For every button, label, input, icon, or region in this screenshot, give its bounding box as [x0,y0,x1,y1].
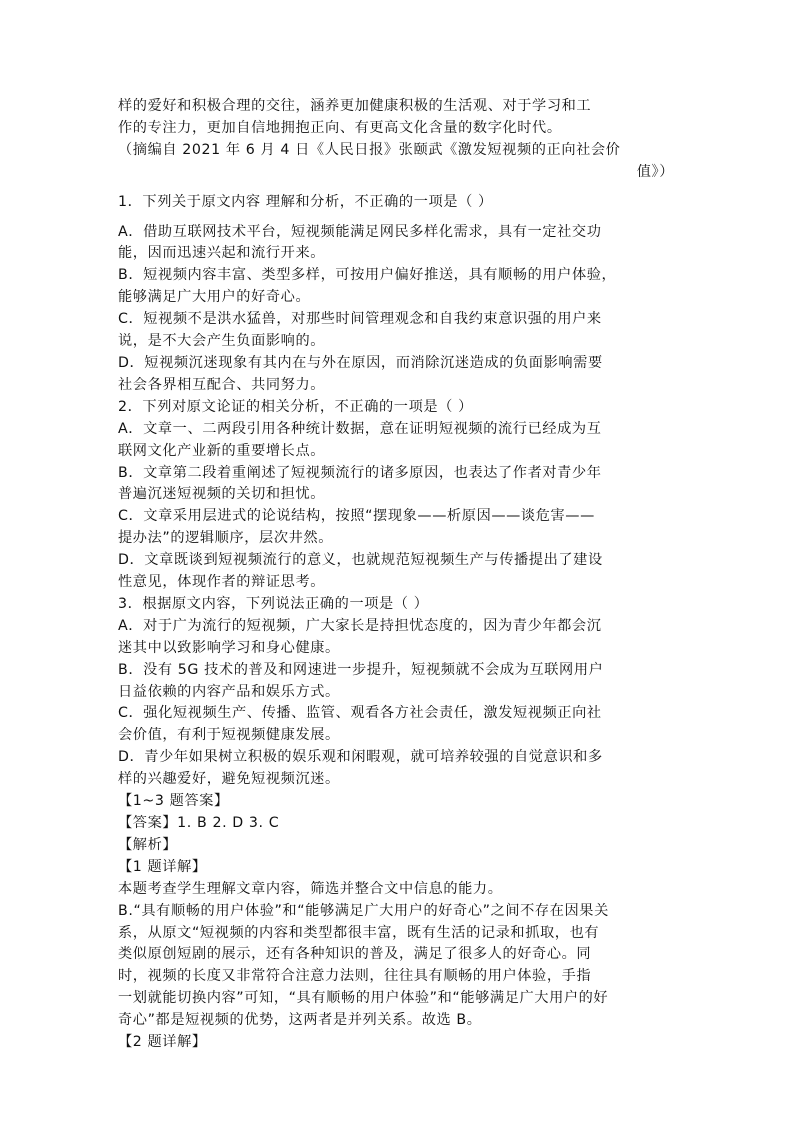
option-a-cont: 联网文化产业新的重要增长点。 [118,442,326,459]
option-b-cont: 日益依赖的内容产品和娱乐方式。 [118,683,340,700]
option-b-cont: 普遍沉迷短视频的关切和担忧。 [118,486,326,503]
question-stem: 3．根据原文内容，下列说法正确的一项是（ ） [118,595,429,612]
source-line: 值》） [636,163,674,180]
option-c: C．强化短视频生产、传播、监管、观看各方社会责任，激发短视频正向社 [118,705,602,722]
detail-1-label: 【1 题详解】 [118,858,207,875]
option-d: D．青少年如果树立积极的娱乐观和闲暇观，就可培养较强的自觉意识和多 [118,749,603,766]
detail-line: 类似原创短剧的展示，还有各种知识的普及，满足了很多人的好奇心。同 [118,946,592,963]
intro-paragraph [118,96,674,140]
question-3 [118,594,674,791]
option-d-cont: 样的兴趣爱好，避免短视频沉迷。 [118,771,340,788]
option-d-cont: 社会各界相互配合、共同努力。 [118,376,326,393]
option-d: D．文章既谈到短视频流行的意义，也就规范短视频生产与传播提出了建设 [118,552,603,569]
detail-line: 时，视频的长度又非常符合注意力法则，往往具有顺畅的用户体验，手指 [118,968,592,985]
detail-line: B.“具有顺畅的用户体验”和“能够满足广大用户的好奇心”之间不存在因果关 [118,902,609,919]
source-line: （摘编自 2021 年 6 月 4 日《人民日报》张颐武《激发短视频的正向社会价 [118,141,621,158]
option-b: B．没有 5G 技术的普及和网速进一步提升，短视频就不会成为互联网用户 [118,661,604,678]
intro-line: 作的专注力，更加自信地拥抱正向、有更高文化含量的数字化时代。 [118,119,562,136]
detail-line: 一划就能切换内容”可知，“具有顺畅的用户体验”和“能够满足广大用户的好 [118,990,609,1007]
option-c-cont: 说，是不大会产生负面影响的。 [118,333,326,350]
analysis-label: 【解析】 [118,836,178,853]
detail-line: 本题考查学生理解文章内容，筛选并整合文中信息的能力。 [118,880,503,897]
option-a: A．文章一、二两段引用各种统计数据，意在证明短视频的流行已经成为互 [118,420,602,437]
option-a: A．借助互联网技术平台，短视频能满足网民多样化需求，具有一定社交功 [118,223,602,240]
answer-header: 【1~3 题答案】 [118,793,229,810]
option-b-cont: 能够满足广大用户的好奇心。 [118,289,311,306]
answer-section [118,791,674,1054]
detail-line: 奇心”都是短视频的优势，这两者是并列关系。故选 B。 [118,1012,482,1029]
option-b: B．文章第二段着重阐述了短视频流行的诸多原因，也表达了作者对青少年 [118,464,602,481]
option-b: B．短视频内容丰富、类型多样，可按用户偏好推送，具有顺畅的用户体验， [118,267,617,284]
question-2 [118,397,674,594]
answer-key: 【答案】1. B 2. D 3. C [118,815,280,831]
option-d-cont: 性意见，体现作者的辩证思考。 [118,574,326,591]
detail-line: 系，从原文“短视频的内容和类型都很丰富，既有生活的记录和抓取，也有 [118,924,600,941]
document-page [118,96,674,1054]
option-c: C．文章采用层进式的论说结构，按照“摆现象——析原因——谈危害—— [118,508,595,525]
detail-2-label: 【2 题详解】 [118,1034,207,1051]
option-c-cont: 会价值，有利于短视频健康发展。 [118,727,340,744]
question-stem: 2．下列对原文论证的相关分析，不正确的一项是（ ） [118,398,473,415]
question-stem: 1．下列关于原文内容 理解和分析，不正确的一项是（ ） [118,193,493,210]
option-a: A．对于广为流行的短视频，广大家长是持担忧态度的，因为青少年都会沉 [118,617,602,634]
option-a-cont: 能，因而迅速兴起和流行开来。 [118,245,326,262]
question-1 [118,192,674,397]
option-c: C．短视频不是洪水猛兽，对那些时间管理观念和自我约束意识强的用户来 [118,311,602,328]
intro-line: 样的爱好和积极合理的交往，涵养更加健康积极的生活观、对于学习和工 [118,98,592,114]
source-citation [118,140,674,184]
option-d: D．短视频沉迷现象有其内在与外在原因，而消除沉迷造成的负面影响需要 [118,354,603,371]
option-a-cont: 迷其中以致影响学习和身心健康。 [118,639,340,656]
option-c-cont: 提办法”的逻辑顺序，层次井然。 [118,530,333,547]
